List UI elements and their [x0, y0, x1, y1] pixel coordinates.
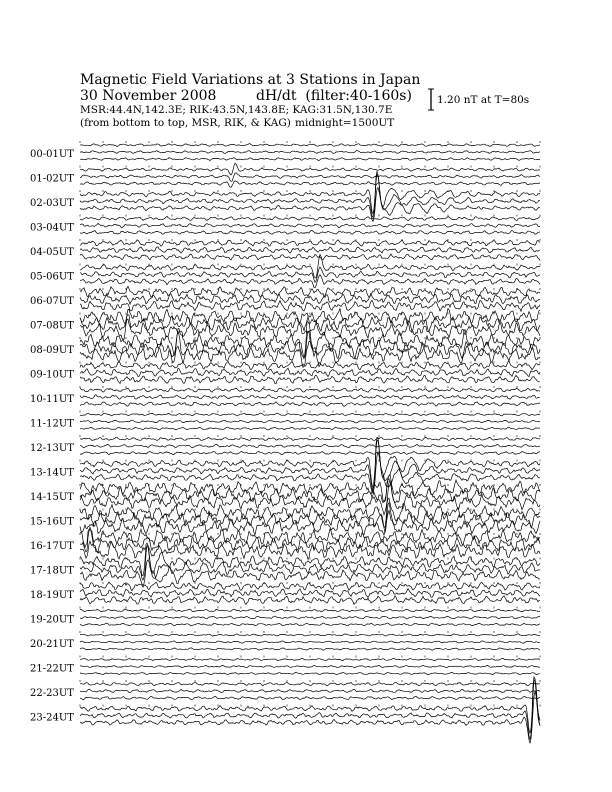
hour-label: 00-01UT: [30, 149, 74, 160]
hour-label: 04-05UT: [30, 247, 74, 258]
hour-label: 09-10UT: [30, 369, 74, 381]
hour-row: [30, 656, 540, 675]
chart-title: Magnetic Field Variations at 3 Stations in Japan: [80, 72, 421, 88]
hour-row: [30, 361, 540, 383]
trace-rik: [80, 420, 540, 423]
trace-kag: [80, 498, 540, 527]
hour-label: 21-22UT: [30, 663, 74, 675]
trace-rik: [80, 174, 540, 217]
hour-label: 20-21UT: [30, 639, 74, 650]
hour-row: [30, 255, 540, 288]
station-order-note: (from bottom to top, MSR, RIK, & KAG): [80, 117, 291, 129]
trace-msr: [80, 672, 540, 674]
hour-label: 10-11UT: [30, 394, 74, 405]
trace-kag: [80, 658, 540, 660]
hour-label: 22-23UT: [30, 688, 74, 699]
hour-row: [30, 680, 540, 700]
hour-label: 18-19UT: [30, 590, 74, 601]
trace-rik: [80, 294, 540, 305]
hour-row: [30, 386, 540, 406]
trace-rik: [80, 689, 540, 693]
trace-rik: [80, 395, 540, 400]
trace-kag: [80, 437, 540, 441]
hour-label: 14-15UT: [30, 492, 74, 503]
hour-row: [30, 607, 540, 626]
hour-row: [30, 631, 540, 650]
trace-msr: [80, 596, 540, 605]
hour-row: [30, 435, 540, 455]
hour-label: 02-03UT: [30, 198, 74, 209]
hour-label: 07-08UT: [30, 320, 74, 332]
trace-msr: [80, 230, 540, 234]
trace-rik: [80, 331, 540, 358]
filter-label: (filter:40-160s): [305, 88, 412, 104]
hour-row: [30, 582, 540, 604]
trace-rik: [80, 173, 540, 181]
trace-kag: [80, 308, 540, 325]
trace-rik: [80, 679, 540, 739]
trace-msr: [80, 402, 540, 407]
trace-msr: [80, 560, 540, 585]
trace-msr: [80, 181, 540, 188]
hour-row: [30, 527, 540, 560]
trace-kag: [80, 437, 540, 488]
trace-msr: [80, 254, 540, 261]
trace-msr: [80, 300, 540, 311]
trace-msr: [80, 158, 540, 161]
trace-kag: [80, 144, 540, 147]
hour-label: 06-07UT: [30, 296, 74, 307]
hour-label: 17-18UT: [30, 565, 74, 577]
scale-bar-label: 1.20 nT at T=80s: [437, 94, 530, 106]
hour-row: [30, 171, 540, 221]
trace-msr: [80, 510, 540, 535]
trace-msr: [80, 623, 540, 626]
scale-bar: [428, 89, 434, 110]
hour-row: [30, 141, 540, 161]
hour-row: [30, 239, 540, 261]
hour-row: [30, 163, 540, 187]
trace-rik: [80, 223, 540, 227]
trace-kag: [80, 163, 540, 175]
trace-rik: [80, 616, 540, 619]
midnight-note: midnight=1500UT: [295, 117, 395, 129]
trace-kag: [80, 388, 540, 392]
trace-msr: [80, 648, 540, 650]
trace-rik: [80, 151, 540, 154]
trace-kag: [80, 682, 540, 685]
trace-kag: [80, 634, 540, 636]
hour-label: 15-16UT: [30, 516, 74, 528]
chart-date: 30 November 2008: [80, 88, 217, 104]
trace-rik: [80, 444, 540, 448]
trace-rik: [80, 665, 540, 667]
hour-label: 13-14UT: [30, 467, 74, 479]
trace-rik: [80, 247, 540, 253]
hour-rows: [30, 141, 540, 743]
quantity-label: dH/dt: [256, 88, 297, 104]
hour-label: 11-12UT: [30, 418, 74, 430]
hour-label: 16-17UT: [30, 541, 74, 552]
trace-kag: [80, 609, 540, 612]
hour-label: 08-09UT: [30, 345, 74, 356]
hour-row: [30, 215, 540, 235]
trace-kag: [80, 216, 540, 220]
hour-row: [30, 411, 540, 430]
hour-label: 03-04UT: [30, 222, 74, 234]
hour-label: 12-13UT: [30, 443, 74, 454]
trace-msr: [80, 427, 540, 430]
trace-kag: [80, 413, 540, 416]
hour-label: 05-06UT: [30, 271, 74, 283]
hour-row: [30, 286, 540, 311]
station-coordinates: MSR:44.4N,142.3E; RIK:43.5N,143.8E; KAG:31.5N,130.7E: [80, 104, 393, 116]
trace-rik: [80, 641, 540, 643]
trace-msr: [80, 696, 540, 700]
trace-rik: [80, 368, 540, 376]
trace-msr: [80, 451, 540, 454]
hour-row: [30, 677, 540, 743]
hour-label: 23-24UT: [30, 712, 74, 724]
trace-msr: [80, 275, 540, 288]
hour-label: 19-20UT: [30, 614, 74, 626]
trace-msr: [80, 375, 540, 384]
hour-row: [30, 543, 540, 585]
hour-label: 01-02UT: [30, 173, 74, 185]
trace-msr: [80, 692, 540, 744]
